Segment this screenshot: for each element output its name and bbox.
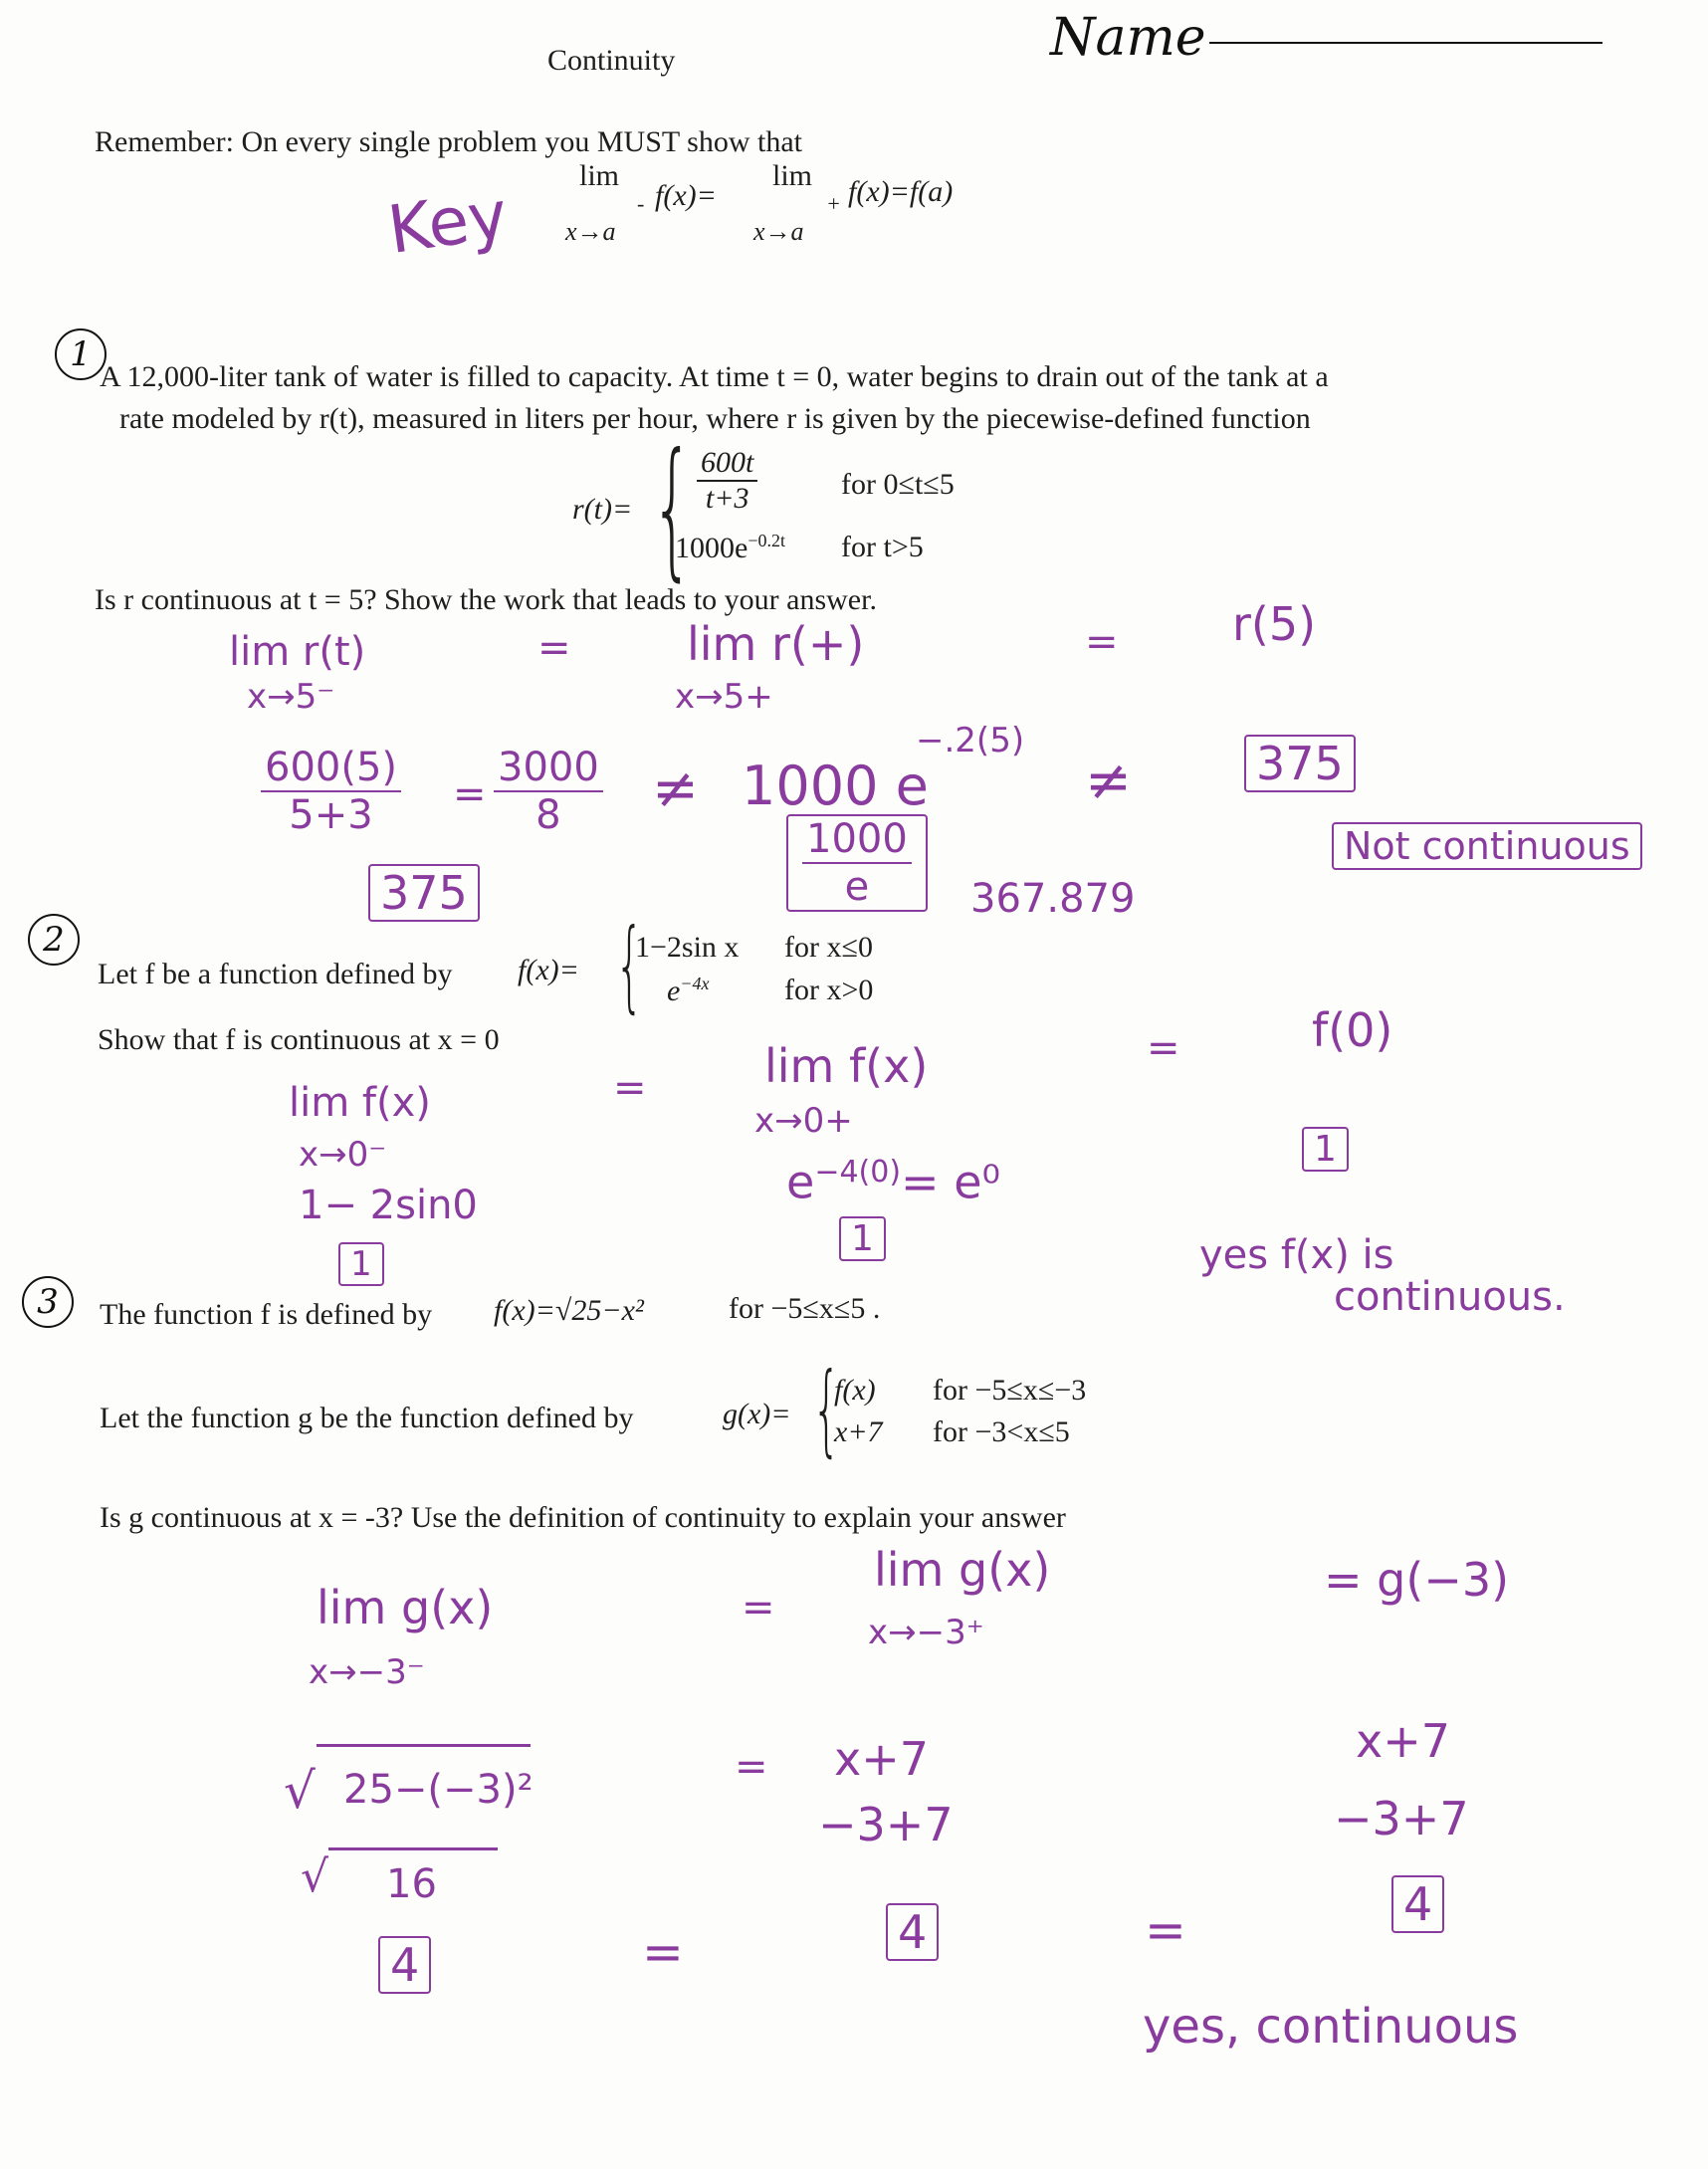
- p3-eq-low-2: =: [1145, 1901, 1186, 1959]
- p3-left-box: 4: [378, 1936, 431, 1994]
- r-case-1-num: 600t: [697, 446, 757, 482]
- p3-mid-1: x+7: [834, 1732, 930, 1786]
- p1-eq-2: =: [1085, 619, 1119, 665]
- p1-boxed-r5: 375: [1244, 735, 1356, 792]
- p1-left-limit: lim r(t): [229, 629, 366, 675]
- r-case-1-cond: for 0≤t≤5: [841, 468, 955, 501]
- f-case-2: [667, 974, 709, 1008]
- r-case-2: [675, 531, 785, 565]
- p1-frac-num: 1000: [802, 816, 912, 864]
- p3-right-box: 4: [1391, 1875, 1444, 1933]
- p2-right-limit-sub: x→0+: [754, 1101, 853, 1141]
- problem-1-number: 1: [55, 328, 107, 380]
- p2-left-box: 1: [338, 1242, 384, 1286]
- p1-calc-eq: =: [453, 771, 487, 817]
- g-brace-icon: {: [812, 1351, 841, 1467]
- p1-neq-2: ≠: [1085, 749, 1132, 813]
- g-case-2: x+7: [834, 1415, 883, 1448]
- p1-decimal: 367.879: [970, 876, 1136, 922]
- p1-calc2-den: 8: [535, 792, 561, 838]
- p2-right-eval-sup: −4(0): [814, 1155, 902, 1190]
- r-case-1-fraction: [697, 446, 757, 516]
- problem-1-line-1: A 12,000-liter tank of water is filled to capacity. At time t = 0, water begins to drain out of the tank at a: [100, 360, 1329, 393]
- p3-left-limit: lim g(x): [317, 1581, 494, 1634]
- p3-eq-1: =: [742, 1585, 775, 1630]
- f-case-2-base: e: [667, 975, 681, 1007]
- problem-1-question: Is r continuous at t = 5? Show the work that leads to your answer.: [95, 583, 877, 616]
- f-function-lhs: f(x)=: [518, 954, 579, 986]
- p3-left-sqrt: 25−(−3)²: [343, 1767, 534, 1813]
- p1-calc2-num: 3000: [494, 745, 603, 792]
- p1-r5: r(5): [1232, 597, 1317, 651]
- f-case-2-exp: −4x: [680, 974, 710, 993]
- g-case-1: f(x): [834, 1374, 876, 1407]
- p1-right-limit: lim r(+): [687, 617, 865, 671]
- p3-mid-box: 4: [886, 1903, 939, 1961]
- problem-2-number: 2: [28, 914, 80, 966]
- p1-conclusion: Not continuous: [1332, 822, 1642, 870]
- p3-conclusion: yes, continuous: [1143, 1999, 1519, 2055]
- p1-eq-1: =: [537, 625, 571, 671]
- r-case-1-den: t+3: [705, 482, 749, 515]
- p1-calc-den: 5+3: [289, 792, 373, 838]
- p2-left-limit: lim f(x): [289, 1080, 431, 1126]
- p2-f0: f(0): [1312, 1003, 1393, 1057]
- problem-3-question: Is g continuous at x = -3? Use the definition of continuity to explain your answer: [100, 1501, 1066, 1534]
- p3-sqrt-bar-1: [317, 1744, 531, 1747]
- p3-right-1: x+7: [1356, 1714, 1451, 1768]
- problem-1-line-2: rate modeled by r(t), measured in liters per hour, where r is given by the piecewise-defined function: [119, 402, 1311, 435]
- f-brace-icon: {: [615, 907, 644, 1023]
- g-function-lhs: g(x)=: [723, 1398, 791, 1430]
- p1-exp-base: 1000 e: [742, 755, 929, 817]
- reminder-lim-2: lim: [772, 159, 813, 192]
- problem-2-question: Show that f is continuous at x = 0: [98, 1023, 500, 1056]
- problem-3-number: 3: [22, 1276, 74, 1328]
- p2-right-eval: [786, 1155, 1000, 1208]
- p3-sqrt-bar-2: [328, 1847, 498, 1850]
- p1-boxed-left: 375: [368, 864, 480, 922]
- p3-right-2: −3+7: [1334, 1792, 1469, 1845]
- p2-left-limit-sub: x→0⁻: [299, 1135, 387, 1175]
- reminder-sub-2: x→a: [753, 217, 804, 246]
- reminder-sup-1: -: [637, 191, 645, 216]
- g-case-1-cond: for −5≤x≤−3: [933, 1374, 1087, 1407]
- p1-calc-fraction-1: [261, 745, 401, 838]
- p1-calc-fraction-2: [494, 745, 603, 838]
- r-case-2-base: 1000e: [675, 532, 748, 564]
- p2-conclusion-1: yes f(x) is: [1199, 1232, 1394, 1278]
- problem-3-g-intro: Let the function g be the function defined by: [100, 1402, 634, 1434]
- reminder-lim-1: lim: [579, 159, 620, 192]
- p2-right-eval-rest: = e⁰: [901, 1155, 1000, 1209]
- p2-eq-2: =: [1147, 1025, 1180, 1071]
- p1-boxed-fraction: [786, 814, 928, 912]
- reminder-sub-1: x→a: [565, 217, 616, 246]
- reminder-expr-2: f(x)=f(a): [848, 175, 954, 208]
- reminder-sup-2: +: [826, 191, 841, 216]
- reminder-expr-1: f(x)=: [655, 179, 717, 212]
- p2-conclusion-2: continuous.: [1334, 1274, 1566, 1320]
- p2-right-box: 1: [839, 1216, 886, 1261]
- name-label: Name: [1050, 8, 1206, 68]
- name-underline: [1209, 42, 1602, 44]
- p3-mid-2: −3+7: [818, 1798, 954, 1851]
- p3-right-limit-sub: x→−3⁺: [868, 1613, 984, 1652]
- f3-function: f(x)=√25−x²: [494, 1294, 644, 1327]
- p3-left-sqrt-2: 16: [386, 1861, 437, 1907]
- key-label: Key: [383, 176, 513, 269]
- f3-domain: for −5≤x≤5 .: [729, 1292, 881, 1325]
- reminder-text: Remember: On every single problem you MUST show that: [95, 125, 803, 158]
- f-case-1: 1−2sin x: [635, 931, 740, 964]
- p3-eq-low-1: =: [642, 1923, 684, 1981]
- r-brace-icon: {: [651, 422, 694, 595]
- p2-eq-1: =: [613, 1065, 647, 1111]
- r-case-2-cond: for t>5: [841, 531, 924, 563]
- p2-left-eval: 1− 2sin0: [299, 1183, 478, 1228]
- p1-right-limit-sub: x→5+: [675, 677, 773, 717]
- f-case-1-cond: for x≤0: [784, 931, 873, 964]
- p3-eq-2: = g(−3): [1324, 1553, 1510, 1607]
- problem-2-intro: Let f be a function defined by: [98, 958, 453, 990]
- problem-3-intro: The function f is defined by: [100, 1298, 433, 1331]
- page-title: Continuity: [547, 44, 676, 77]
- p2-right-limit: lim f(x): [764, 1039, 929, 1093]
- p3-sqrt-icon-1: √: [284, 1762, 316, 1820]
- p2-f0-box: 1: [1302, 1127, 1349, 1172]
- p1-exp-sup: −.2(5): [916, 721, 1025, 760]
- f-case-2-cond: for x>0: [784, 974, 874, 1006]
- p3-right-limit: lim g(x): [874, 1543, 1051, 1597]
- p3-sqrt-icon-2: √: [301, 1851, 329, 1902]
- r-case-2-exp: −0.2t: [747, 531, 785, 550]
- p1-frac-den: e: [844, 864, 870, 910]
- g-case-2-cond: for −3<x≤5: [933, 1415, 1070, 1448]
- p1-neq-1: ≠: [652, 757, 699, 821]
- p2-right-eval-base: e: [786, 1155, 815, 1209]
- r-function-lhs: r(t)=: [572, 493, 633, 526]
- p3-mid-eq: =: [735, 1744, 768, 1790]
- p1-calc-num: 600(5): [261, 745, 401, 792]
- p1-left-limit-sub: x→5⁻: [247, 677, 335, 717]
- p3-left-limit-sub: x→−3⁻: [309, 1652, 425, 1692]
